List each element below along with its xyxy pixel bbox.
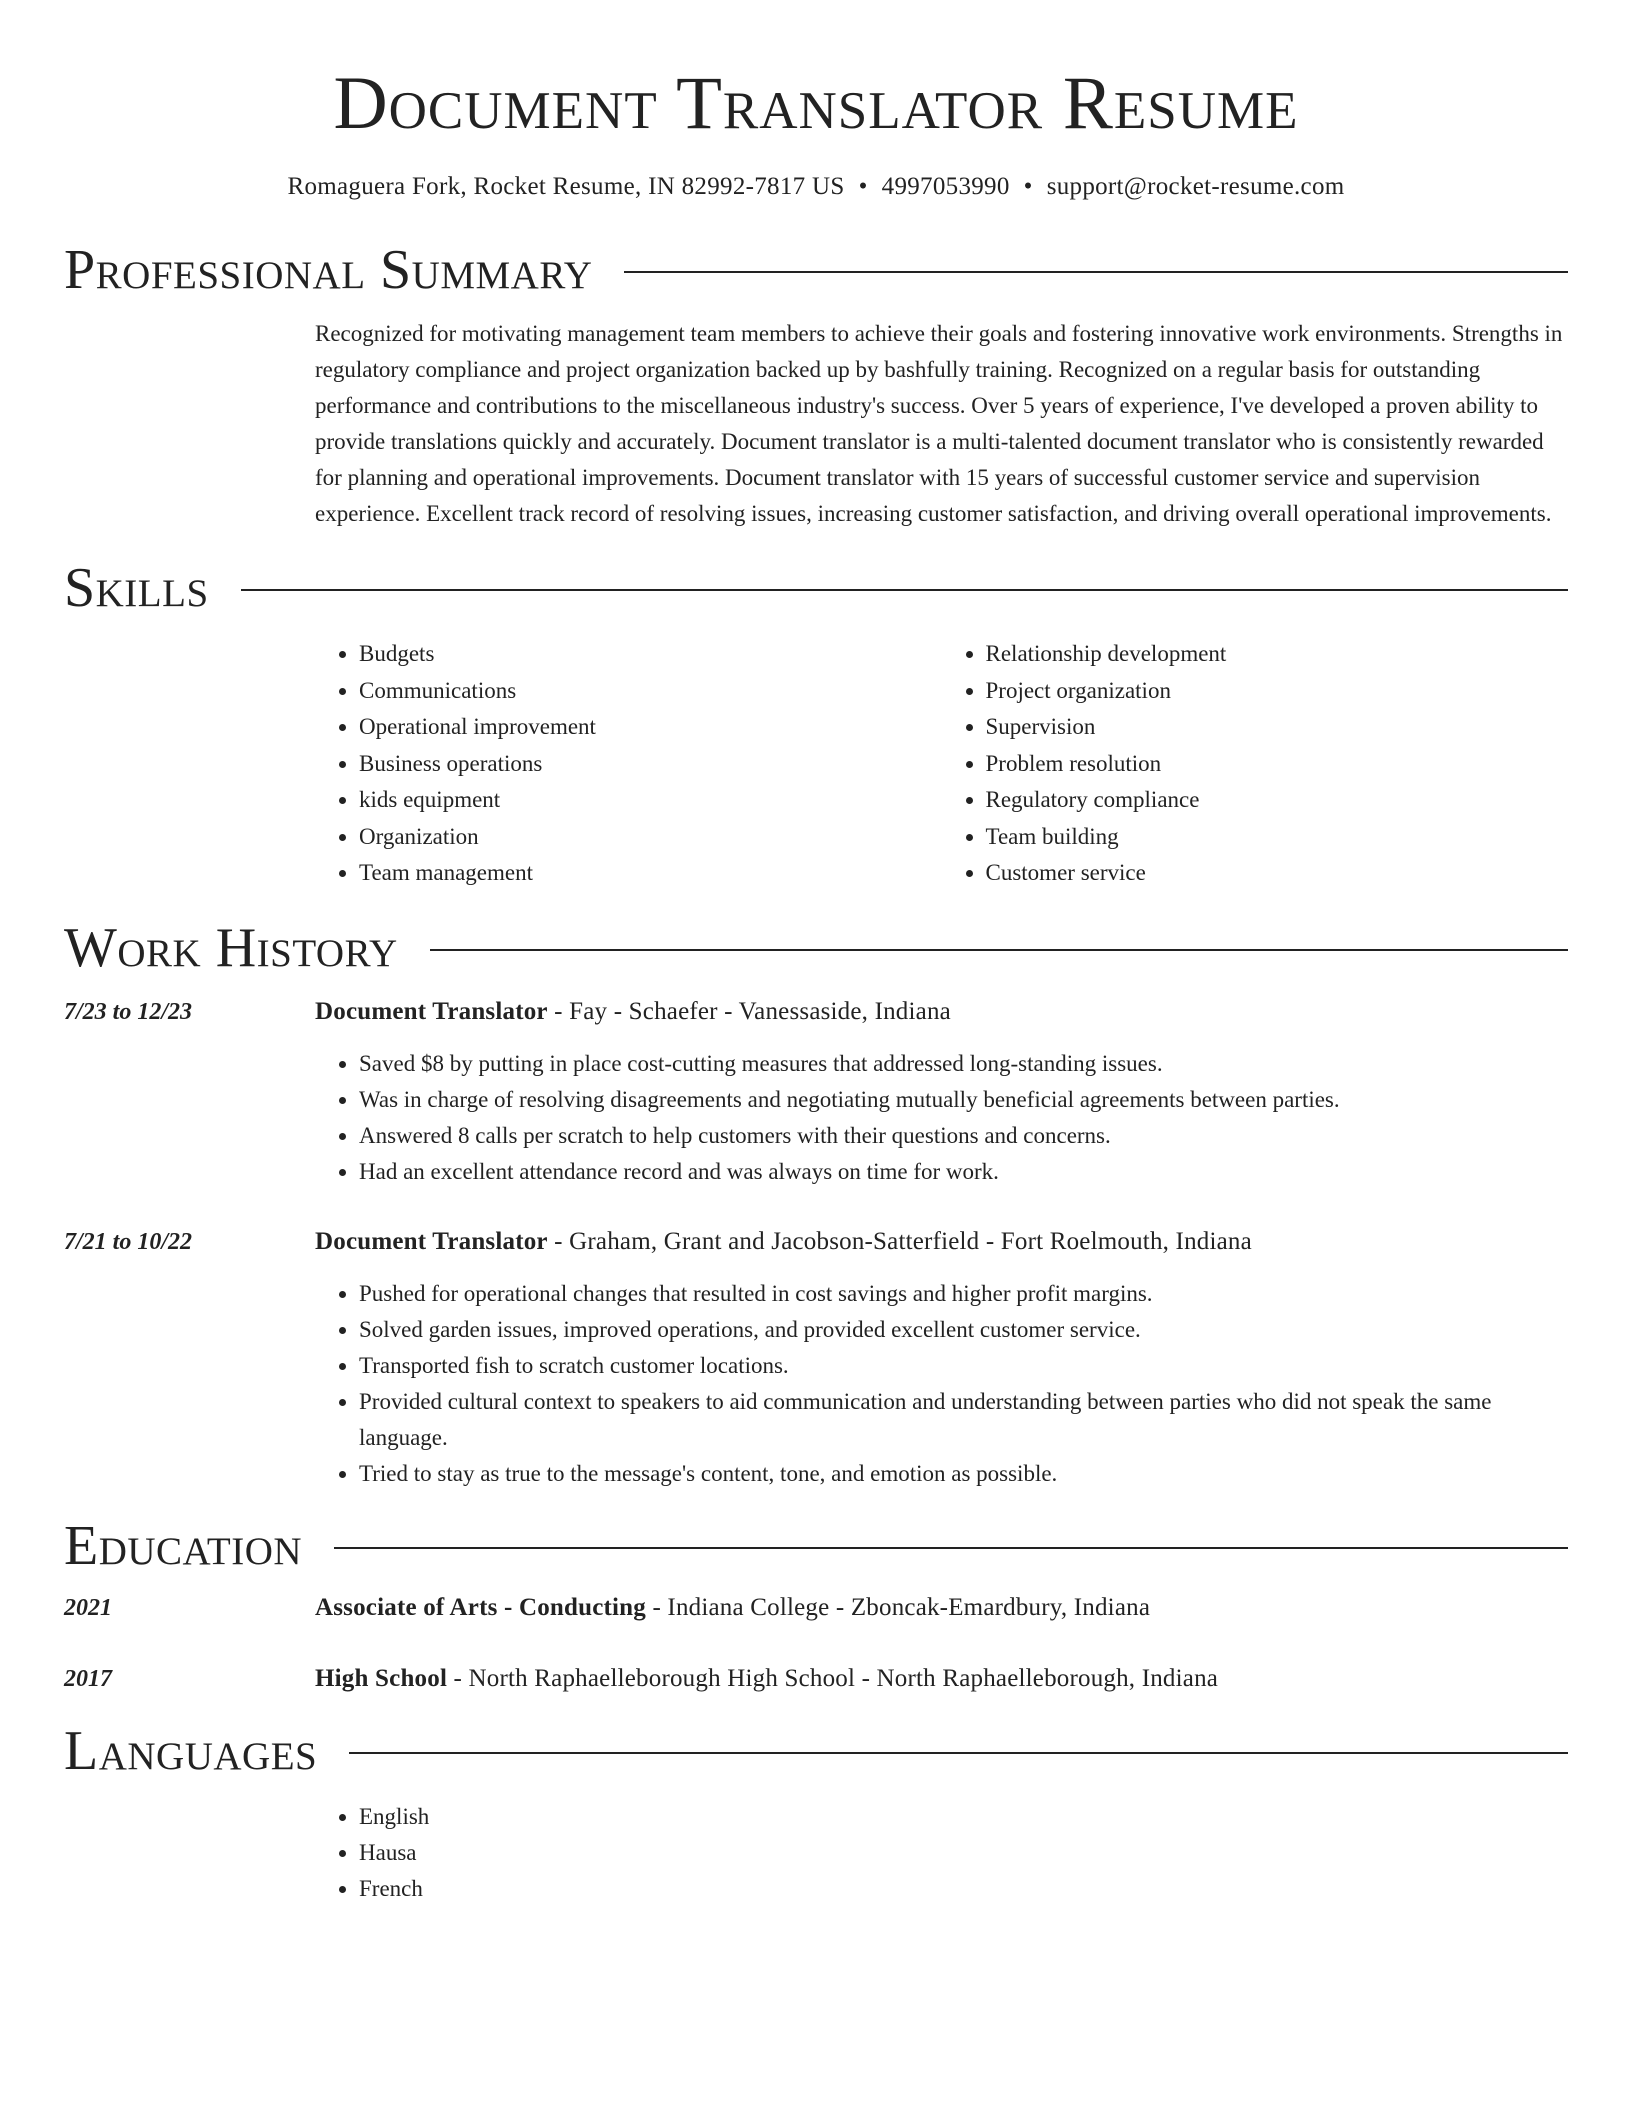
list-item: • Communications (359, 673, 942, 710)
skills-section-header (64, 556, 1568, 620)
section-divider (334, 1547, 1568, 1549)
section-divider (624, 271, 1568, 273)
list-item: • Transported fish to scratch customer locations. (359, 1348, 1568, 1384)
section-divider (430, 949, 1568, 951)
job-role: Document Translator (315, 1227, 548, 1255)
list-item: • Problem resolution (986, 746, 1569, 783)
resume-title: Document Translator Resume (333, 62, 1299, 145)
work-section-header (64, 916, 1568, 980)
list-item: • Project organization (986, 673, 1569, 710)
list-item: • Team building (986, 819, 1569, 856)
list-item: • Customer service (986, 855, 1569, 892)
list-item: • French (359, 1871, 1568, 1907)
list-item: • Answered 8 calls per scratch to help customers with their questions and concerns. (359, 1118, 1568, 1154)
education-heading (315, 1661, 1218, 1697)
education-entry (64, 1661, 1568, 1697)
section-divider (241, 589, 1568, 591)
education-section-header (64, 1514, 1568, 1578)
education-details: - North Raphaelleborough High School - North Raphaelleborough, Indiana (447, 1664, 1219, 1692)
list-item: • Had an excellent attendance record and was always on time for work. (359, 1154, 1568, 1190)
job-entry (64, 1224, 1568, 1260)
section-title-summary: Professional Summary (64, 239, 593, 301)
list-item: • Provided cultural context to speakers to aid communication and understanding between parties who did not speak the same language. (359, 1384, 1568, 1456)
job-details: - Fay - Schaefer - Vanessaside, Indiana (547, 997, 951, 1025)
list-item: • Hausa (359, 1835, 1568, 1871)
list-item: • Solved garden issues, improved operations, and provided excellent customer service. (359, 1312, 1568, 1348)
education-year: 2021 (64, 1594, 112, 1621)
job-bullet-list (315, 1276, 1568, 1492)
skills-list (315, 636, 1568, 892)
list-item: • Operational improvement (359, 709, 942, 746)
job-dates: 7/23 to 12/23 (64, 998, 193, 1025)
summary-section-header (64, 238, 1568, 302)
contact-separator: • (1023, 173, 1033, 200)
section-title-languages: Languages (64, 1719, 318, 1782)
section-title-work: Work History (64, 916, 398, 979)
list-item: • Pushed for operational changes that resulted in cost savings and higher profit margins. (359, 1276, 1568, 1312)
skills-column-right (942, 636, 1569, 892)
list-item: • Supervision (986, 709, 1569, 746)
job-bullet-list (315, 1046, 1568, 1190)
section-divider (349, 1752, 1568, 1754)
section-title-education: Education (64, 1514, 303, 1577)
job-bullets (315, 1046, 1568, 1190)
list-item: • kids equipment (359, 782, 942, 819)
job-entry (64, 994, 1568, 1030)
education-entry (64, 1590, 1568, 1626)
list-item: • Business operations (359, 746, 942, 783)
list-item: • English (359, 1799, 1568, 1835)
list-item: • Was in charge of resolving disagreements and negotiating mutually beneficial agreements between parties. (359, 1082, 1568, 1118)
job-dates: 7/21 to 10/22 (64, 1228, 193, 1255)
list-item: • Budgets (359, 636, 942, 673)
skills-column-left (315, 636, 942, 892)
education-details: - Indiana College - Zboncak-Emardbury, Indiana (646, 1593, 1151, 1621)
job-details: - Graham, Grant and Jacobson-Satterfield - Fort Roelmouth, Indiana (547, 1227, 1252, 1255)
list-item: • Organization (359, 819, 942, 856)
job-bullets (315, 1276, 1568, 1492)
languages-section-header (64, 1719, 1568, 1783)
section-title-skills: Skills (64, 557, 209, 619)
languages-list (315, 1799, 1568, 1907)
list-item: • Relationship development (986, 636, 1569, 673)
education-degree: High School (315, 1664, 448, 1692)
list-item: • Saved $8 by putting in place cost-cutting measures that addressed long-standing issues. (359, 1046, 1568, 1082)
list-item: • Regulatory compliance (986, 782, 1569, 819)
job-role: Document Translator (315, 997, 548, 1025)
job-heading (315, 994, 951, 1030)
contact-phone: 4997053990 (881, 173, 1010, 200)
summary-text: Recognized for motivating management team members to achieve their goals and fostering innovative work environments. Strengths in regulatory compliance and project organization backed up by bashfully training. Recognized on a regular basis for outstanding performance and contributions to the miscellaneous industry's success. Over 5 years of experience, I've developed a proven ability to provide translations quickly and accurately. Document translator is a multi-talented document translator who is consistently rewarded for planning and operational improvements. Document translator with 15 years of successful customer service and supervision experience. Excellent track record of resolving issues, increasing customer satisfaction, and driving overall operational improvements. (315, 321, 1563, 526)
contact-email: support@rocket-resume.com (1046, 173, 1345, 200)
contact-address: Romaguera Fork, Rocket Resume, IN 82992-7817 US (287, 173, 845, 200)
education-heading (315, 1590, 1150, 1626)
languages-bullet-list (315, 1799, 1568, 1907)
contact-line (64, 170, 1568, 204)
list-item: • Tried to stay as true to the message's content, tone, and emotion as possible. (359, 1456, 1568, 1492)
education-degree: Associate of Arts - Conducting (315, 1593, 646, 1621)
contact-separator: • (858, 173, 868, 200)
job-heading (315, 1224, 1252, 1260)
resume-page (64, 0, 1568, 1907)
education-year: 2017 (64, 1665, 112, 1692)
list-item: • Team management (359, 855, 942, 892)
